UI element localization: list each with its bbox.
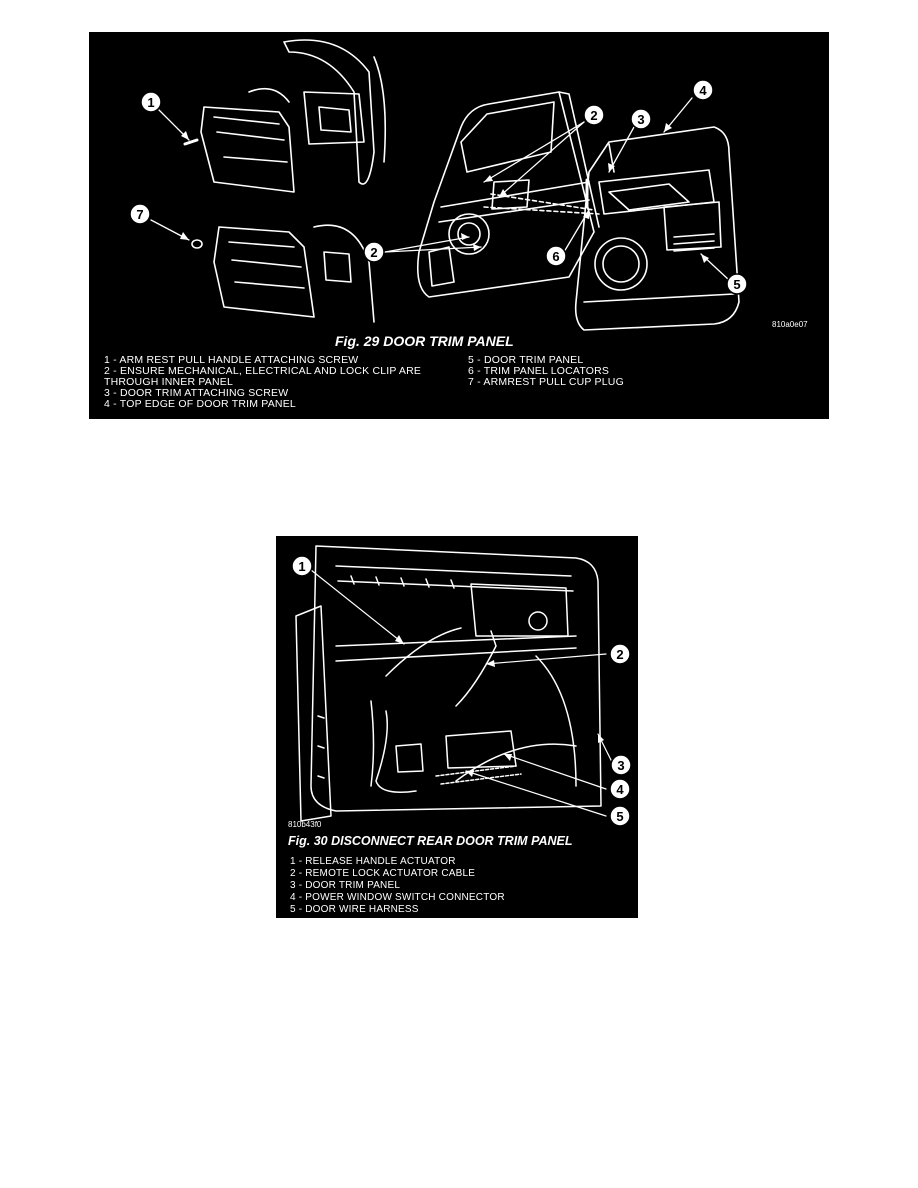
legend-item: 5 - DOOR WIRE HARNESS	[290, 904, 419, 915]
legend-item: 2 - ENSURE MECHANICAL, ELECTRICAL AND LOCK CLIP ARE	[104, 365, 422, 377]
armrest-plug-inset	[192, 225, 374, 322]
figure-29-image-code: 810a0e07	[772, 320, 808, 329]
callout-4	[693, 80, 713, 100]
legend-item: THROUGH INNER PANEL	[104, 376, 234, 388]
svg-text:2: 2	[370, 245, 378, 260]
callout-5	[610, 806, 630, 826]
door-inner-panel	[418, 92, 599, 297]
svg-text:5: 5	[733, 277, 741, 292]
legend-item: 5 - DOOR TRIM PANEL	[468, 354, 584, 366]
callout-2-upper	[584, 105, 604, 125]
legend-item: 2 - REMOTE LOCK ACTUATOR CABLE	[290, 868, 476, 879]
legend-item: 1 - ARM REST PULL HANDLE ATTACHING SCREW	[104, 354, 359, 366]
svg-text:1: 1	[298, 559, 306, 574]
svg-text:4: 4	[699, 83, 707, 98]
callout-3	[611, 755, 631, 775]
svg-text:3: 3	[617, 758, 625, 773]
figure-30-illustration	[276, 536, 638, 826]
svg-text:2: 2	[616, 647, 624, 662]
figure-30-image-code: 810b43f0	[288, 820, 322, 829]
figure-29-legend-right	[468, 355, 624, 388]
svg-text:5: 5	[616, 809, 624, 824]
callout-4	[610, 779, 630, 799]
figure-29-illustration	[89, 32, 829, 332]
door-trim-panel	[576, 127, 739, 330]
svg-text:7: 7	[136, 207, 144, 222]
svg-text:3: 3	[637, 112, 645, 127]
svg-text:6: 6	[552, 249, 560, 264]
callout-2	[610, 644, 630, 664]
callout-3	[631, 109, 651, 129]
armrest-screw-inset	[185, 40, 385, 192]
callout-circles	[130, 80, 747, 294]
callout-2-lower	[364, 242, 384, 262]
callout-1	[292, 556, 312, 576]
legend-item: 3 - DOOR TRIM ATTACHING SCREW	[104, 387, 289, 399]
figure-29-legend-left	[104, 355, 421, 410]
legend-item: 4 - POWER WINDOW SWITCH CONNECTOR	[290, 892, 505, 903]
callout-6	[546, 246, 566, 266]
figure-29	[89, 32, 829, 419]
callout-7	[130, 204, 150, 224]
legend-item: 6 - TRIM PANEL LOCATORS	[468, 365, 610, 377]
figure-29-caption: Fig. 29 DOOR TRIM PANEL	[335, 333, 514, 349]
legend-item: 7 - ARMREST PULL CUP PLUG	[468, 376, 624, 388]
svg-text:4: 4	[616, 782, 624, 797]
figure-30-caption: Fig. 30 DISCONNECT REAR DOOR TRIM PANEL	[288, 834, 573, 848]
legend-item: 1 - RELEASE HANDLE ACTUATOR	[290, 856, 456, 867]
figure-30	[276, 536, 638, 918]
svg-text:1: 1	[147, 95, 155, 110]
callout-1	[141, 92, 161, 112]
callout-5	[727, 274, 747, 294]
svg-text:2: 2	[590, 108, 598, 123]
figure-30-legend	[290, 856, 505, 916]
legend-item: 3 - DOOR TRIM PANEL	[290, 880, 401, 891]
legend-item: 4 - TOP EDGE OF DOOR TRIM PANEL	[104, 398, 296, 410]
